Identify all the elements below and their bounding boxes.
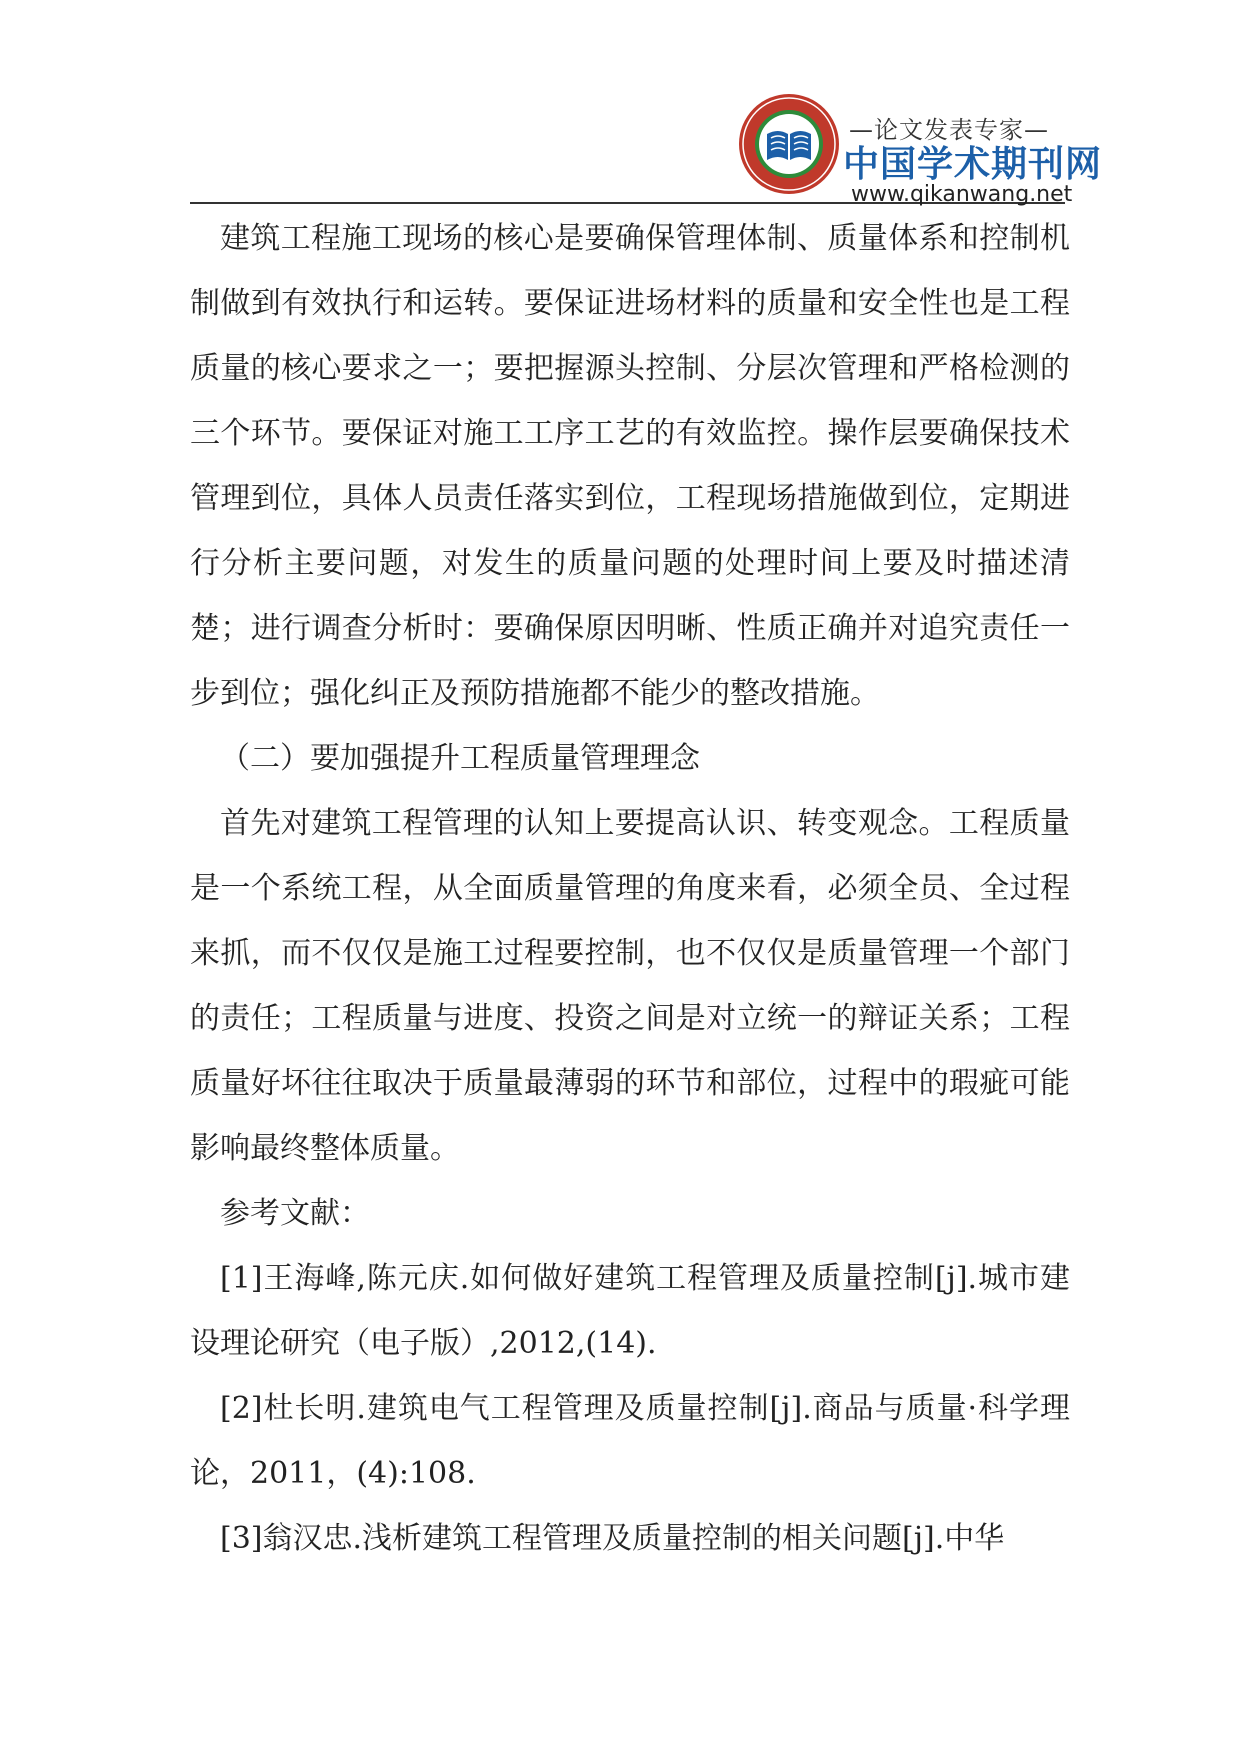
qikanwang-logo: [737, 90, 1103, 207]
paragraph-quality-control: 建筑工程施工现场的核心是要确保管理体制、质量体系和控制机制做到有效执行和运转。要保证进场材料的质量和安全性也是工程质量的核心要求之一；要把握源头控制、分层次管理和严格检测的三个环节。要保证对施工工序工艺的有效监控。操作层要确保技术管理到位，具体人员责任落实到位，工程现场措施做到位，定期进行分析主要问题，对发生的质量问题的处理时间上要及时描述清楚；进行调查分析时：要确保原因明晰、性质正确并对追究责任一步到位；强化纠正及预防措施都不能少的整改措施。: [190, 221, 1070, 711]
reference-item: [1]王海峰,陈元庆.如何做好建筑工程管理及质量控制[j].城市建设理论研究（电子版）,2012,(14).: [190, 1261, 1070, 1361]
reference-item: [3]翁汉忠.浅析建筑工程管理及质量控制的相关问题[j].中华: [220, 1521, 1005, 1556]
document-body: [190, 206, 1070, 1571]
logo-url: www.qikanwang.net: [851, 182, 1073, 207]
paragraph-quality-concept: 首先对建筑工程管理的认知上要提高认识、转变观念。工程质量是一个系统工程，从全面质量管理的角度来看，必须全员、全过程来抓，而不仅仅是施工过程要控制，也不仅仅是质量管理一个部门的责任；工程质量与进度、投资之间是对立统一的辩证关系；工程质量好坏往往取决于质量最薄弱的环节和部位，过程中的瑕疵可能影响最终整体质量。: [190, 806, 1070, 1166]
reference-item: [2]杜长明.建筑电气工程管理及质量控制[j].商品与质量·科学理论，2011，(4):108.: [190, 1391, 1070, 1491]
logo-tagline: —论文发表专家—: [849, 116, 1049, 144]
page-header: [190, 80, 1103, 207]
logo-site-name: 中国学术期刊网: [843, 144, 1103, 185]
section-heading: （二）要加强提升工程质量管理理念: [220, 741, 700, 776]
references-heading: 参考文献：: [220, 1196, 370, 1231]
book-seal-icon: [737, 90, 847, 198]
